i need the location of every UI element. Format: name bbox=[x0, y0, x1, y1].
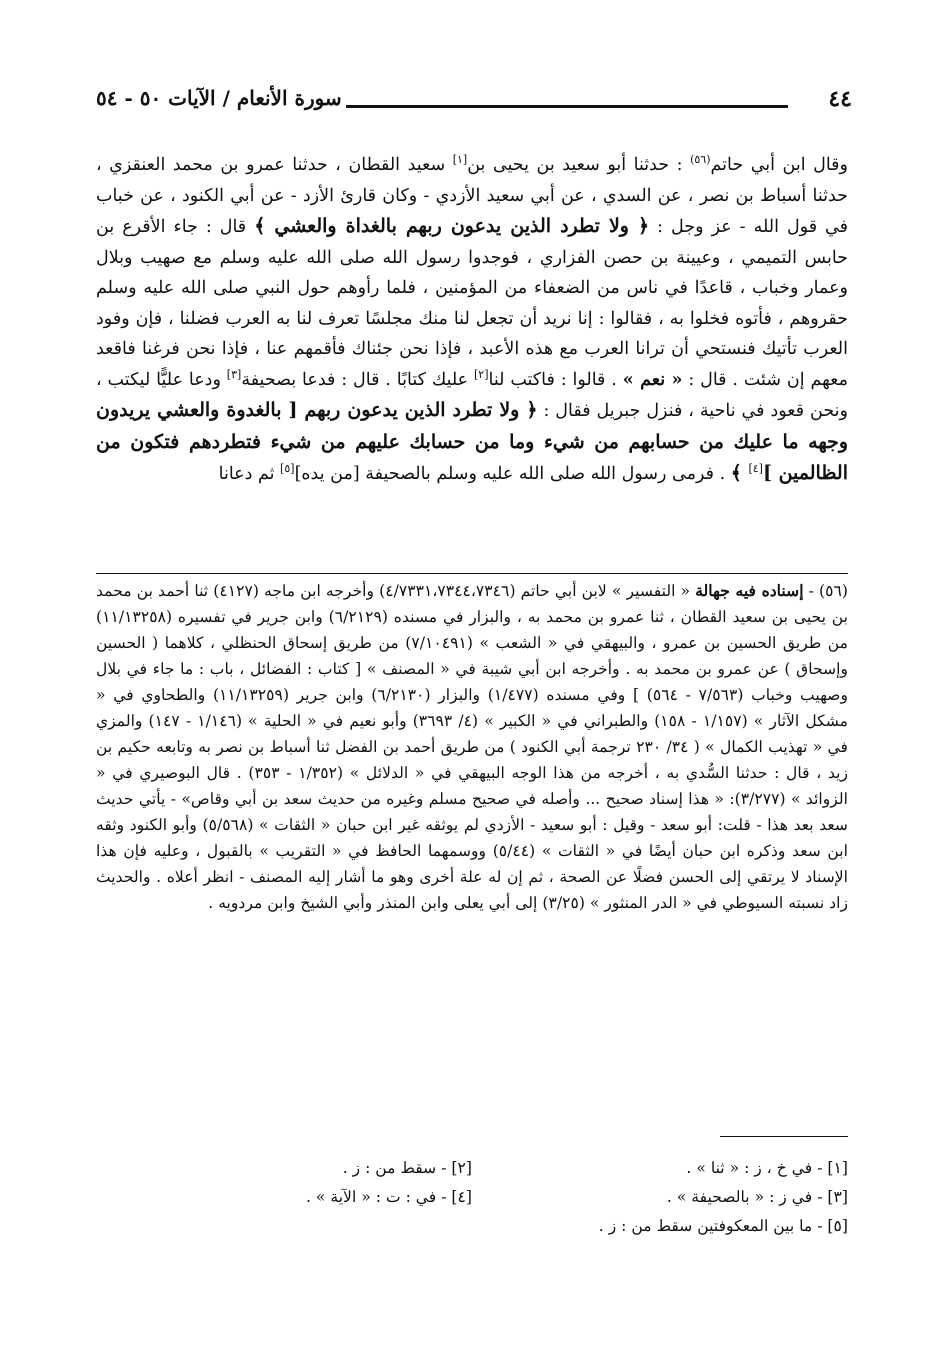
hadith-grade: إسناده فيه جهالة bbox=[695, 581, 804, 600]
page-number: ٤٤ bbox=[828, 86, 852, 112]
main-paragraph bbox=[96, 150, 848, 490]
takhrij-paragraph bbox=[96, 578, 848, 916]
note-item: [١] - في خ ، ز : « ثنا » . bbox=[686, 1159, 848, 1177]
text-segment: ثم دعانا bbox=[218, 464, 281, 484]
quoted-word: « نعم » bbox=[622, 369, 683, 390]
notes-row bbox=[96, 1212, 848, 1241]
note-item: [٤] - في : ت : « الآية » . bbox=[305, 1188, 472, 1206]
note-item: [٢] - سقط من : ز . bbox=[342, 1159, 472, 1177]
quran-verse: ﴿ ولا تطرد الذين يدعون ربهم [ بالغدوة والعشي يريدون وجهه ما عليك من حسابهم من شيء وما من حسابك عليهم من شيء فتطردهم فتكون من الظالمين ] bbox=[96, 399, 848, 484]
text-segment: سعيد القطان ، حدثنا عمرو بن محمد العنقزي ، حدثنا أسباط بن نصر ، عن السدي ، عن أبي سعيد الأزدي - وكان قارئ الأزد - عن أبي الكنود ، عن خباب في قول الله - عز وجل : bbox=[96, 155, 849, 237]
page-header bbox=[96, 86, 852, 116]
header-rule bbox=[346, 105, 788, 108]
quran-verse: ﴿ ولا تطرد الذين يدعون ربهم بالغداة والعشي ﴾ bbox=[254, 215, 650, 237]
note-ref: [١] bbox=[452, 153, 468, 167]
running-title: سورة الأنعام / الآيات ٥٠ - ٥٤ bbox=[96, 86, 342, 110]
text-segment: . فرمى رسول الله صلى الله عليه وسلم بالصحيفة [من يده] bbox=[294, 464, 731, 484]
note-item: [٣] - في ز : « بالصحيفة » . bbox=[666, 1188, 848, 1206]
main-divider bbox=[96, 573, 848, 574]
variant-notes bbox=[96, 1154, 848, 1241]
text-segment: عليك كتابًا . قال : فدعا بصحيفة bbox=[241, 369, 474, 390]
text-segment: ودعا عليًّا ليكتب ، ونحن قعود في ناحية ، فنزل جبريل فقال : bbox=[96, 369, 848, 421]
note-ref: [٣] bbox=[226, 367, 242, 381]
takhrij-text: « التفسير » لابن أبي حاتم (٤/٧٣٣١،٧٣٤٤،٧٣٤٦) وأخرجه ابن ماجه (٤١٢٧) ثنا أحمد بن محمد بن يحيى بن سعيد القطان ، ثنا عمرو بن محمد به ، والبزار في مسنده (٦/٢١٢٩) وابن جرير في تفسيره (١١/١٣٢٥٨) من طريق الحسين بن عمرو ، والبيهقي في « الشعب » (٧/١٠٤٩١) من طريق إسحاق الحنظلي ، كلاهما ( الحسين وإسحاق ) عن عمرو بن محمد به . وأخرجه ابن أبي شيبة في « المصنف » [ كتاب : الفضائل ، باب : ما جاء في بلال وصهيب وخباب (٧/٥٦٣ - ٥٦٤) ] وفي مسنده (١/٤٧٧) والبزار (٦/٢١٣٠) وابن جرير (١١/١٣٢٥٩) والطحاوي في « مشكل الآثار » (١/١٥٧ - ١٥٨) والطبراني في « الكبير » (٤/ ٣٦٩٣) وأبو نعيم في « الحلية » (١/١٤٦ - ١٤٧) والمزي في « تهذيب الكمال » ( ٣٤/ ٢٣٠ ترجمة أبي الكنود ) من طريق أحمد بن الفضل ثنا أسباط بن نصر به وتابعه حكيم بن زيد ، قال : حدثنا السُّدي به ، أخرجه من هذا الوجه البيهقي في « الدلائل » (١/٣٥٢ - ٣٥٣) . قال البوصيري في « الزوائد » (٣/٢٧٧): « هذا إسناد صحيح ... وأصله في صحيح مسلم وغيره من حديث سعد بن أبي وقاص» - يأتي حديث سعد بعد هذا - قلت: أبو سعد - وقيل : أبو سعيد - الأزدي لم يوثقه غير ابن حبان « الثقات » (٥/٥٦٨) وأبو الكنود وثقه ابن سعد وذكره ابن حبان أيضًا في « الثقات » (٥/٤٤) ووسمهما الحافظ في « التقريب » بالقبول ، وعليه فإن هذا الإسناد لا يرتقي إلى الحسن فضلًا عن الصحة ، ثم إن له علة أخرى وهو ما أشار إليه المصنف - انظر أعلاه . والحديث زاد نسبته السيوطي في « الدر المنثور » (٣/٢٥) إلى أبي يعلى وابن المنذر وأبي الشيخ وابن مردويه . bbox=[96, 582, 849, 912]
note-ref: [٤] bbox=[748, 462, 763, 476]
footnote-number: (٥٦) - bbox=[803, 582, 848, 600]
text-segment: . قالوا : فاكتب لنا bbox=[488, 369, 623, 390]
notes-row bbox=[96, 1183, 848, 1212]
text-segment: : حدثنا أبو سعيد بن يحيى بن bbox=[467, 155, 691, 175]
text-segment: وقال ابن أبي حاتم bbox=[710, 155, 848, 175]
notes-row bbox=[96, 1154, 848, 1183]
notes-divider bbox=[720, 1136, 848, 1137]
takhrij-footnote bbox=[96, 578, 848, 916]
note-item: [٥] - ما بين المعكوفتين سقط من : ز . bbox=[598, 1217, 848, 1235]
text-segment: قال : جاء الأقرع بن حابس التميمي ، وعيينة بن حصن الفزاري ، فوجدوا رسول الله صلى الله عليه وسلم مع صهيب وبلال وعمار وخباب ، قاعدًا في ناس من الضعفاء من المؤمنين ، فلما رأوهم حول النبي صلى الله عليه وسلم حقروهم ، فأتوه فخلوا به ، فقالوا : إنا نريد أن تجعل لنا منك مجلسًا تعرف لنا به العرب فضلنا ، فإن وفود العرب تأتيك فنستحي أن ترانا العرب مع هذه الأعبد ، فإذا نحن جئناك فأقمهم عنا ، فإذا نحن فرغنا فاقعد معهم إن شئت . قال : bbox=[96, 217, 848, 390]
note-ref: [٢] bbox=[473, 367, 489, 381]
main-text bbox=[96, 150, 848, 490]
footnote-ref: (٥٦) bbox=[690, 153, 711, 167]
quran-verse-end: ﴾ bbox=[730, 462, 749, 484]
note-ref: [٥] bbox=[280, 462, 295, 476]
